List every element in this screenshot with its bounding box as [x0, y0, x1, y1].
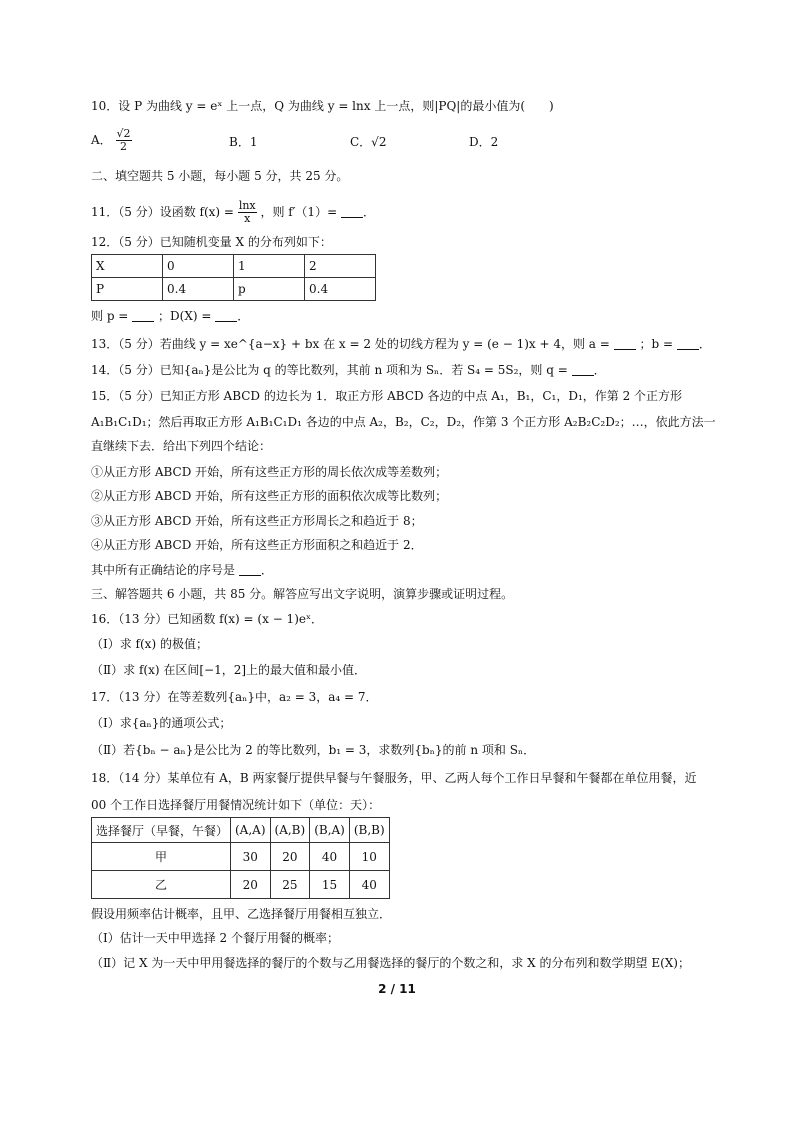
q18-line-1: 18．（14 分）某单位有 A，B 两家餐厅提供早餐与午餐服务，甲、乙两人每个工作日早餐和午餐都在单位用餐，近	[91, 771, 697, 785]
q16-text: 16．（13 分）已知函数 f(x) = (x − 1)eˣ．	[91, 612, 324, 626]
q11: 11．（5 分）设函数 f(x) = $\frac{\ln x}{x}$ ，则 f′（1）= ．	[91, 199, 375, 225]
table-cell: 0	[163, 255, 234, 278]
table-row	[92, 871, 390, 899]
table-cell: 10	[349, 843, 389, 871]
q10-text: 10．设 P 为曲线 y = eˣ 上一点，Q 为曲线 y = lnx 上一点，则|PQ|的最小值为( )	[91, 99, 554, 113]
q15-conclusion-4: ④从正方形 ABCD 开始，所有这些正方形面积之和趋近于 2．	[91, 538, 423, 552]
table-cell: (B,B)	[349, 818, 389, 843]
q10-option-a-label: A．	[91, 133, 112, 147]
q12-distribution-table	[91, 254, 376, 301]
q18-assumption: 假设用频率估计概率，且甲、乙选择餐厅用餐相互独立．	[91, 907, 392, 921]
q15-conclusion-2: ②从正方形 ABCD 开始，所有这些正方形的面积依次成等比数列；	[91, 489, 448, 503]
table-cell: (B,A)	[310, 818, 350, 843]
q13: 13．（5 分）若曲线 y = xe^{a−x} + bx 在 x = 2 处的切线方程为 y = (e − 1)x + 4，则 a = ；b = ．	[91, 337, 711, 351]
table-cell: 15	[310, 871, 350, 899]
table-cell: 甲	[92, 843, 231, 871]
q17-part-2: （Ⅱ）若{bₙ − aₙ}是公比为 2 的等比数列，b₁ = 3，求数列{bₙ}的前 n 项和 Sₙ．	[91, 743, 536, 757]
q11-answer-blank	[341, 205, 363, 218]
table-cell: p	[234, 278, 305, 301]
table-row	[92, 818, 390, 843]
q12-p-blank	[132, 309, 154, 322]
table-cell: 乙	[92, 871, 231, 899]
table-cell: X	[92, 255, 163, 278]
table-cell: 2	[305, 255, 376, 278]
q13-a-blank	[614, 337, 636, 350]
q11-prefix: 11．（5 分）设函数 f(x) =	[91, 205, 234, 219]
q16-part-1: （Ⅰ）求 f(x) 的极值；	[91, 637, 208, 651]
q10-option-a-num: √2	[116, 127, 131, 140]
q13-text: 13．（5 分）若曲线 y = xe^{a−x} + bx 在 x = 2 处的切线方程为 y = (e − 1)x + 4，则 a =	[91, 337, 610, 351]
q12-text: 12．（5 分）已知随机变量 X 的分布列如下：	[91, 235, 332, 249]
q10-option-b: B．1	[229, 135, 258, 149]
table-cell: 40	[310, 843, 350, 871]
q12-answers: 则 p = ；D(X) = ．	[91, 309, 250, 323]
q14-text: 14．（5 分）已知{aₙ}是公比为 q 的等比数列，其前 n 项和为 Sₙ．若 S₄ = 5S₂，则 q =	[91, 363, 568, 377]
table-row	[92, 255, 376, 278]
table-cell: (A,B)	[270, 818, 310, 843]
q14: 14．（5 分）已知{aₙ}是公比为 q 的等比数列，其前 n 项和为 Sₙ．若 S₄ = 5S₂，则 q = ．	[91, 363, 606, 377]
table-cell: 25	[270, 871, 310, 899]
table-row	[92, 843, 390, 871]
q10-option-a-den: 2	[120, 140, 127, 153]
q15-answer-blank	[239, 563, 261, 576]
q11-frac-num: lnx	[238, 199, 256, 212]
q18-part-2: （Ⅱ）记 X 为一天中甲用餐选择的餐厅的个数与乙用餐选择的餐厅的个数之和，求 X 的分布列和数学期望 E(X)；	[91, 956, 690, 970]
q15-conclusion-3: ③从正方形 ABCD 开始，所有这些正方形周长之和趋近于 8；	[91, 514, 423, 528]
q15-line-2: A₁B₁C₁D₁；然后再取正方形 A₁B₁C₁D₁ 各边的中点 A₂，B₂，C₂，D₂，作第 3 个正方形 A₂B₂C₂D₂；…，依此方法一	[91, 415, 716, 429]
table-cell: 40	[349, 871, 389, 899]
q17-text: 17．（13 分）在等差数列{aₙ}中，a₂ = 3，a₄ = 7．	[91, 690, 378, 704]
q18-statistics-table	[91, 817, 390, 899]
table-cell: 30	[231, 843, 271, 871]
q17-part-1: （Ⅰ）求{aₙ}的通项公式；	[91, 716, 232, 730]
section-3-heading: 三、解答题共 6 小题，共 85 分。解答应写出文字说明，演算步骤或证明过程。	[91, 587, 514, 601]
q13-b-label: ；b =	[639, 337, 674, 351]
q14-answer-blank	[572, 363, 594, 376]
table-cell: (A,A)	[231, 818, 271, 843]
table-cell: 20	[231, 871, 271, 899]
table-cell: 选择餐厅（早餐，午餐）	[92, 818, 231, 843]
q10-option-a	[91, 128, 132, 153]
q18-part-1: （Ⅰ）估计一天中甲选择 2 个餐厅用餐的概率；	[91, 931, 340, 945]
q18-line-2: 00 个工作日选择餐厅用餐情况统计如下（单位：天）：	[91, 798, 381, 812]
q13-b-blank	[677, 337, 699, 350]
q15-line-1: 15．（5 分）已知正方形 ABCD 的边长为 1．取正方形 ABCD 各边的中点 A₁，B₁，C₁，D₁，作第 2 个正方形	[91, 389, 683, 403]
table-cell: 0.4	[305, 278, 376, 301]
section-2-heading: 二、填空题共 5 小题，每小题 5 分，共 25 分。	[91, 169, 349, 183]
q15-ask-text: 其中所有正确结论的序号是	[91, 563, 236, 577]
q12-p-label: 则 p =	[91, 309, 129, 323]
q15-conclusion-1: ①从正方形 ABCD 开始，所有这些正方形的周长依次成等差数列；	[91, 465, 448, 479]
q11-fraction	[238, 200, 257, 225]
page-number: 2 / 11	[378, 982, 416, 996]
q12-dx-blank	[215, 309, 237, 322]
q16-part-2: （Ⅱ）求 f(x) 在区间[−1，2]上的最大值和最小值．	[91, 663, 367, 677]
q11-suffix: ，则 f′（1）=	[260, 205, 338, 219]
table-cell: 20	[270, 843, 310, 871]
table-row	[92, 278, 376, 301]
q10-option-c: C．√2	[350, 135, 387, 149]
q10-option-d: D．2	[469, 135, 499, 149]
q12-dx-label: ；D(X) =	[158, 309, 212, 323]
q15-ask: 其中所有正确结论的序号是 ．	[91, 563, 273, 577]
table-cell: P	[92, 278, 163, 301]
q10-option-a-fraction	[116, 128, 132, 153]
q15-line-3: 直继续下去．给出下列四个结论：	[91, 439, 272, 453]
table-cell: 0.4	[163, 278, 234, 301]
q11-frac-den: x	[244, 212, 251, 225]
table-cell: 1	[234, 255, 305, 278]
